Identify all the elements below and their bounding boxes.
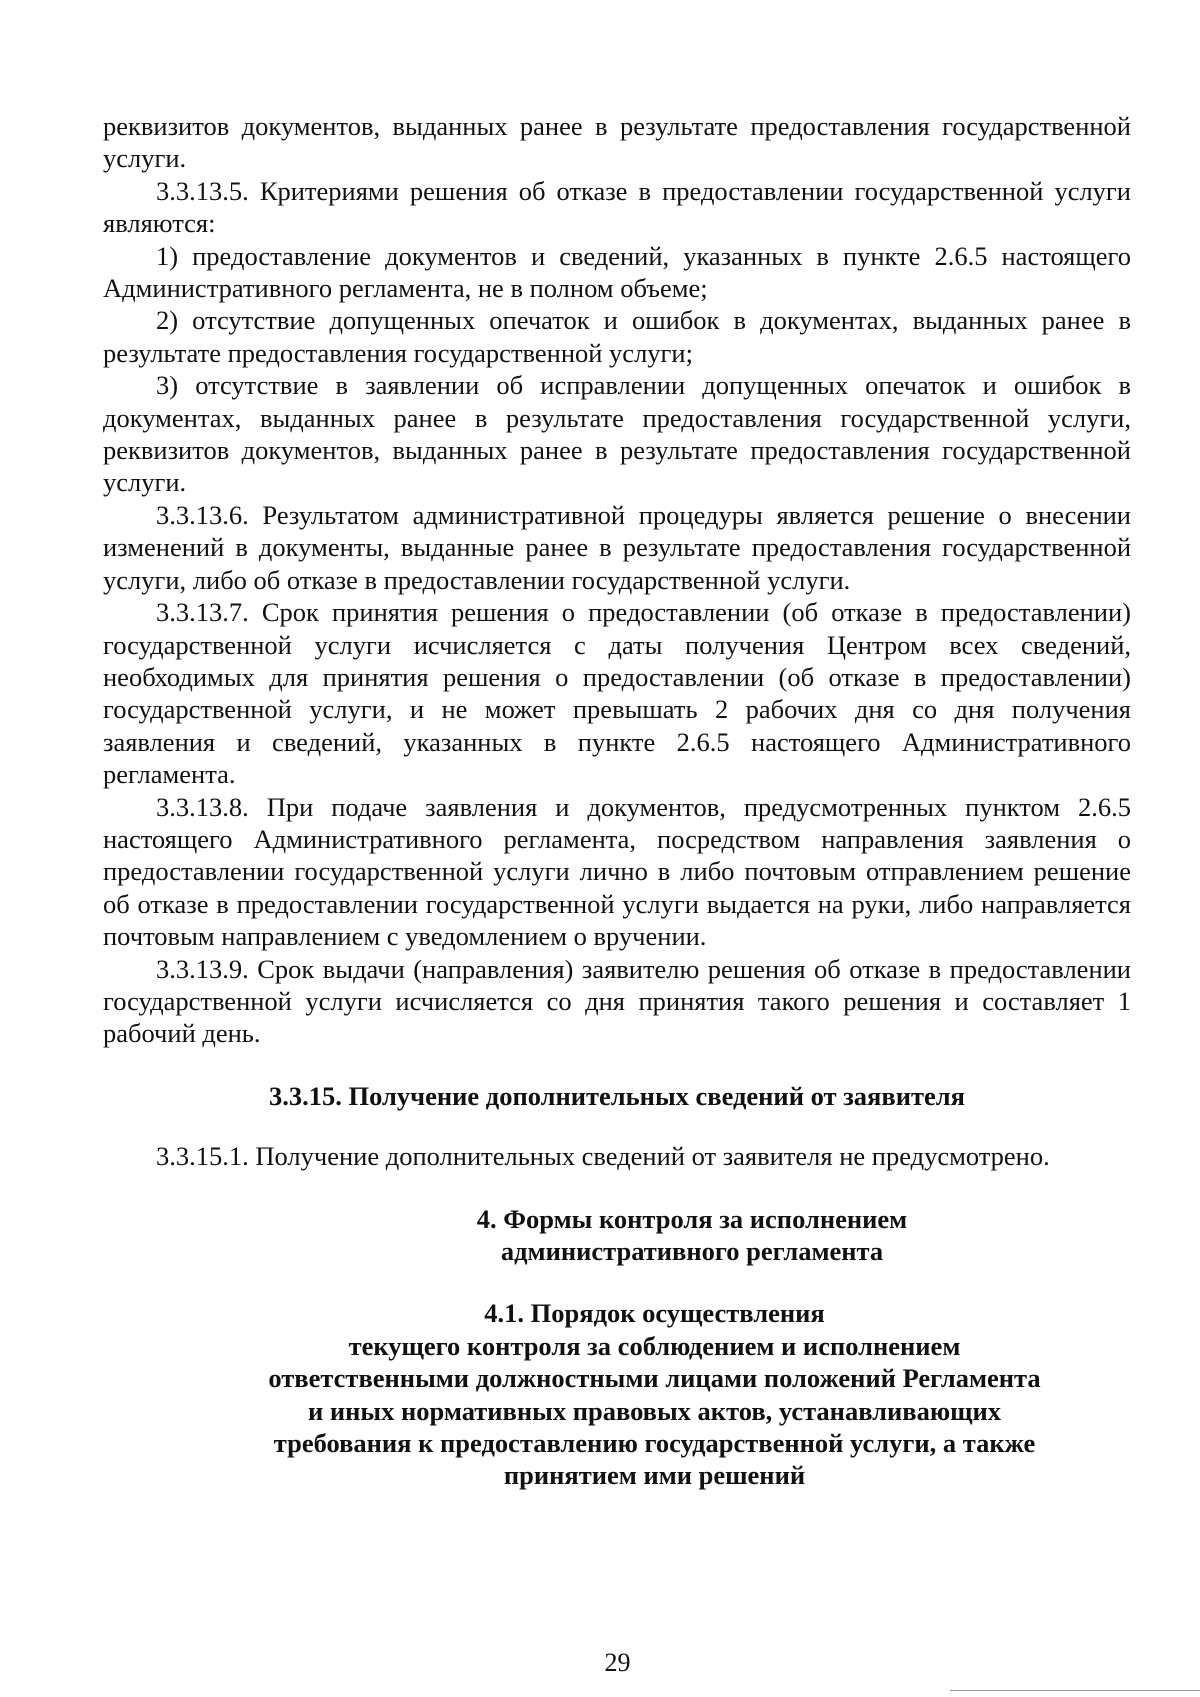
section-heading-4-line1: 4. Формы контроля за исполнением xyxy=(476,1203,908,1234)
section-heading-4-1-line1: 4.1. Порядок осуществления xyxy=(484,1298,825,1329)
paragraph-3-3-13-9: 3.3.13.9. Срок выдачи (направления) заявителю решения об отказе в предоставлении государственной услуги исчисляется со дня принятия такого решения и составляет 1 рабочий день. xyxy=(103,953,1131,1049)
section-heading-4-1-line3: ответственными должностными лицами положений Регламента xyxy=(268,1363,1041,1394)
paragraph-continuation: реквизитов документов, выданных ранее в результате предоставления государственной услуги. xyxy=(103,111,1131,174)
paragraph-3-3-15-1: 3.3.15.1. Получение дополнительных сведений от заявителя не предусмотрено. xyxy=(156,1141,1050,1172)
paragraph-3-3-13-8: 3.3.13.8. При подаче заявления и документов, предусмотренных пунктом 2.6.5 настоящего Административного регламента, посредством направления заявления о предоставлении государственной услуги лично в либо почтовым отправлением решение об отказе в предоставлении государственной услуги выдается на руки, либо направляется почтовым направлением с уведомлением о вручении. xyxy=(103,791,1131,952)
section-heading-4-line2: административного регламента xyxy=(500,1236,884,1266)
section-heading-4-1-line6: принятием ими решений xyxy=(503,1460,806,1491)
paragraph-3-3-13-7: 3.3.13.7. Срок принятия решения о предоставлении (об отказе в предоставлении) государственной услуги исчисляется с даты получения Центром всех сведений, необходимых для принятия решения о предоставлении (об отказе в предоставлении) государственной услуги, и не может превышать 2 рабочих дня со дня получения заявления и сведений, указанных в пункте 2.6.5 настоящего Административного регламента. xyxy=(103,597,1131,790)
list-item-1: 1) предоставление документов и сведений, указанных в пункте 2.6.5 настоящего Административного регламента, не в полном объеме; xyxy=(103,240,1131,304)
section-heading-4-1-line2: текущего контроля за соблюдением и исполнением xyxy=(348,1330,961,1361)
section-heading-3-3-15: 3.3.15. Получение дополнительных сведений от заявителя xyxy=(269,1080,965,1111)
paragraph-3-3-13-5: 3.3.13.5. Критериями решения об отказе в предоставлении государственной услуги являются: xyxy=(103,175,1131,239)
section-heading-4-1-line5: требования к предоставлению государственной услуги, а также xyxy=(273,1428,1036,1459)
footer-rule xyxy=(950,1690,1200,1691)
list-item-2: 2) отсутствие допущенных опечаток и ошибок в документах, выданных ранее в результате предоставления государственной услуги; xyxy=(103,305,1131,368)
page-number: 29 xyxy=(604,1648,631,1677)
section-heading-4-1-line4: и иных нормативных правовых актов, устанавливающих xyxy=(307,1395,1001,1426)
section-heading-4-1 xyxy=(178,1297,1131,1491)
section-heading-4 xyxy=(253,1203,1131,1268)
list-item-3: 3) отсутствие в заявлении об исправлении допущенных опечаток и ошибок в документах, выданных ранее в результате предоставления государственной услуги, реквизитов документов, выданных ранее в результате предоставления государственной услуги. xyxy=(103,370,1131,498)
paragraph-3-3-13-6: 3.3.13.6. Результатом административной процедуры является решение о внесении изменений в документы, выданные ранее в результате предоставления государственной услуги, либо об отказе в предоставлении государственной услуги. xyxy=(103,499,1131,595)
page-content xyxy=(103,110,1131,1492)
